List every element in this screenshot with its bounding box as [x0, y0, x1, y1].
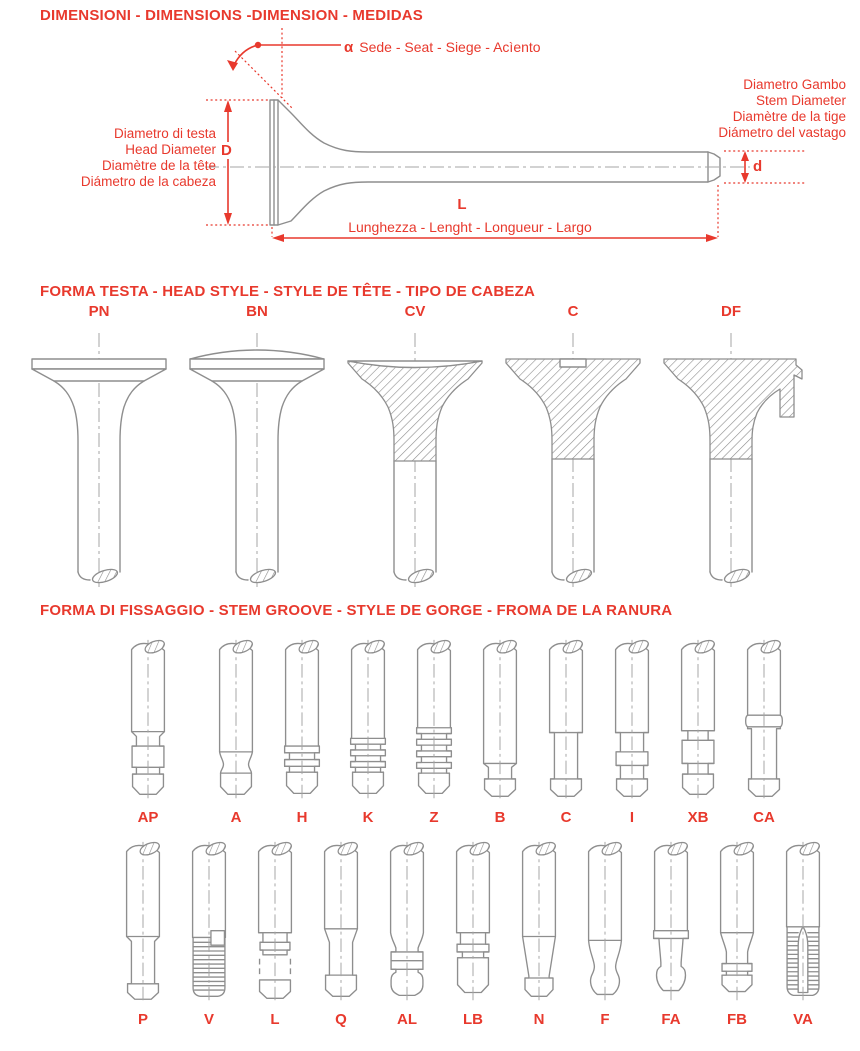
head-style-label: BN	[246, 303, 268, 320]
stem-type-q	[308, 840, 374, 1028]
head-style-cv	[336, 303, 494, 591]
c-stem-drawing	[533, 638, 599, 804]
l-stem-drawing	[242, 840, 308, 1006]
stem-type-fb	[704, 840, 770, 1028]
dimensions-section-title: DIMENSIONI - DIMENSIONS -DIMENSION - MEDIDAS	[40, 7, 423, 24]
f-stem-drawing	[572, 840, 638, 1006]
stem-groove-row-2	[110, 840, 836, 1028]
stem-type-ca	[731, 638, 797, 826]
dim-D-label: D	[221, 142, 232, 159]
al-stem-drawing	[374, 840, 440, 1006]
stem-type-label: VA	[793, 1011, 813, 1028]
ap-stem-drawing	[115, 638, 181, 804]
stem-groove-row-1	[115, 638, 797, 826]
cv-head-drawing	[340, 329, 490, 591]
dim-L-label: L	[430, 196, 494, 213]
stem-type-c	[533, 638, 599, 826]
stem-type-l	[242, 840, 308, 1028]
stem-type-label: FB	[727, 1011, 747, 1028]
fa-stem-drawing	[638, 840, 704, 1006]
stem-type-label: K	[362, 809, 374, 826]
stem-type-label: A	[230, 809, 242, 826]
head-diameter-label: Diametro di testa Head Diameter Diamètre de la tête Diámetro de la cabeza	[80, 126, 216, 189]
stem-type-z	[401, 638, 467, 826]
n-stem-drawing	[506, 840, 572, 1006]
stem-type-ap	[115, 638, 181, 826]
a-stem-drawing	[203, 638, 269, 804]
z-stem-drawing	[401, 638, 467, 804]
stem-type-fa	[638, 840, 704, 1028]
stem-type-label: H	[296, 809, 308, 826]
ca-stem-drawing	[731, 638, 797, 804]
stem-type-xb	[665, 638, 731, 826]
fb-stem-drawing	[704, 840, 770, 1006]
stem-type-label: XB	[687, 809, 709, 826]
h-stem-drawing	[269, 638, 335, 804]
stem-type-label: AP	[137, 809, 159, 826]
stem-type-i	[599, 638, 665, 826]
head-style-row	[20, 303, 810, 591]
stem-type-al	[374, 840, 440, 1028]
stem-type-v	[176, 840, 242, 1028]
q-stem-drawing	[308, 840, 374, 1006]
stem-type-label: CA	[753, 809, 775, 826]
stem-groove-section-title: FORMA DI FISSAGGIO - STEM GROOVE - STYLE DE GORGE - FROMA DE LA RANURA	[40, 602, 673, 619]
stem-type-label: Q	[335, 1011, 347, 1028]
stem-type-label: C	[560, 809, 572, 826]
stem-type-h	[269, 638, 335, 826]
p-stem-drawing	[110, 840, 176, 1006]
stem-type-k	[335, 638, 401, 826]
seat-angle-label	[344, 39, 541, 56]
stem-type-va	[770, 840, 836, 1028]
alpha-symbol: α	[344, 39, 354, 56]
head-style-label: DF	[721, 303, 741, 320]
head-style-section-title: FORMA TESTA - HEAD STYLE - STYLE DE TÊTE - TIPO DE CABEZA	[40, 283, 536, 300]
stem-type-label: LB	[463, 1011, 483, 1028]
head-style-label: C	[567, 303, 579, 320]
dim-d-label: d	[753, 158, 763, 175]
head-style-label: CV	[404, 303, 426, 320]
stem-type-label: AL	[397, 1011, 417, 1028]
stem-type-label: N	[533, 1011, 545, 1028]
head-style-c	[494, 303, 652, 591]
bn-head-drawing	[182, 329, 332, 591]
stem-type-label: B	[494, 809, 506, 826]
va-stem-drawing	[770, 840, 836, 1006]
stem-type-b	[467, 638, 533, 826]
length-label: Lunghezza - Lenght - Longueur - Largo	[348, 219, 592, 235]
stem-type-lb	[440, 840, 506, 1028]
head-style-bn	[178, 303, 336, 591]
c-head-drawing	[498, 329, 648, 591]
k-stem-drawing	[335, 638, 401, 804]
df-head-drawing	[656, 329, 806, 591]
stem-type-p	[110, 840, 176, 1028]
seat-label-text: Sede - Seat - Siege - Acìento	[359, 39, 541, 55]
head-style-label: PN	[88, 303, 110, 320]
stem-type-f	[572, 840, 638, 1028]
stem-type-label: FA	[661, 1011, 681, 1028]
stem-type-label: I	[629, 809, 635, 826]
head-style-df	[652, 303, 810, 591]
stem-type-label: F	[600, 1011, 610, 1028]
stem-type-a	[203, 638, 269, 826]
pn-head-drawing	[24, 329, 174, 591]
lb-stem-drawing	[440, 840, 506, 1006]
v-stem-drawing	[176, 840, 242, 1006]
stem-type-label: P	[137, 1011, 148, 1028]
head-style-pn	[20, 303, 178, 591]
stem-type-label: L	[270, 1011, 280, 1028]
stem-type-label: Z	[429, 809, 439, 826]
stem-diameter-label: Diametro Gambo Stem Diameter Diamètre de la tige Diámetro del vastago	[718, 77, 846, 140]
stem-type-label: V	[203, 1011, 214, 1028]
stem-type-n	[506, 840, 572, 1028]
xb-stem-drawing	[665, 638, 731, 804]
i-stem-drawing	[599, 638, 665, 804]
b-stem-drawing	[467, 638, 533, 804]
